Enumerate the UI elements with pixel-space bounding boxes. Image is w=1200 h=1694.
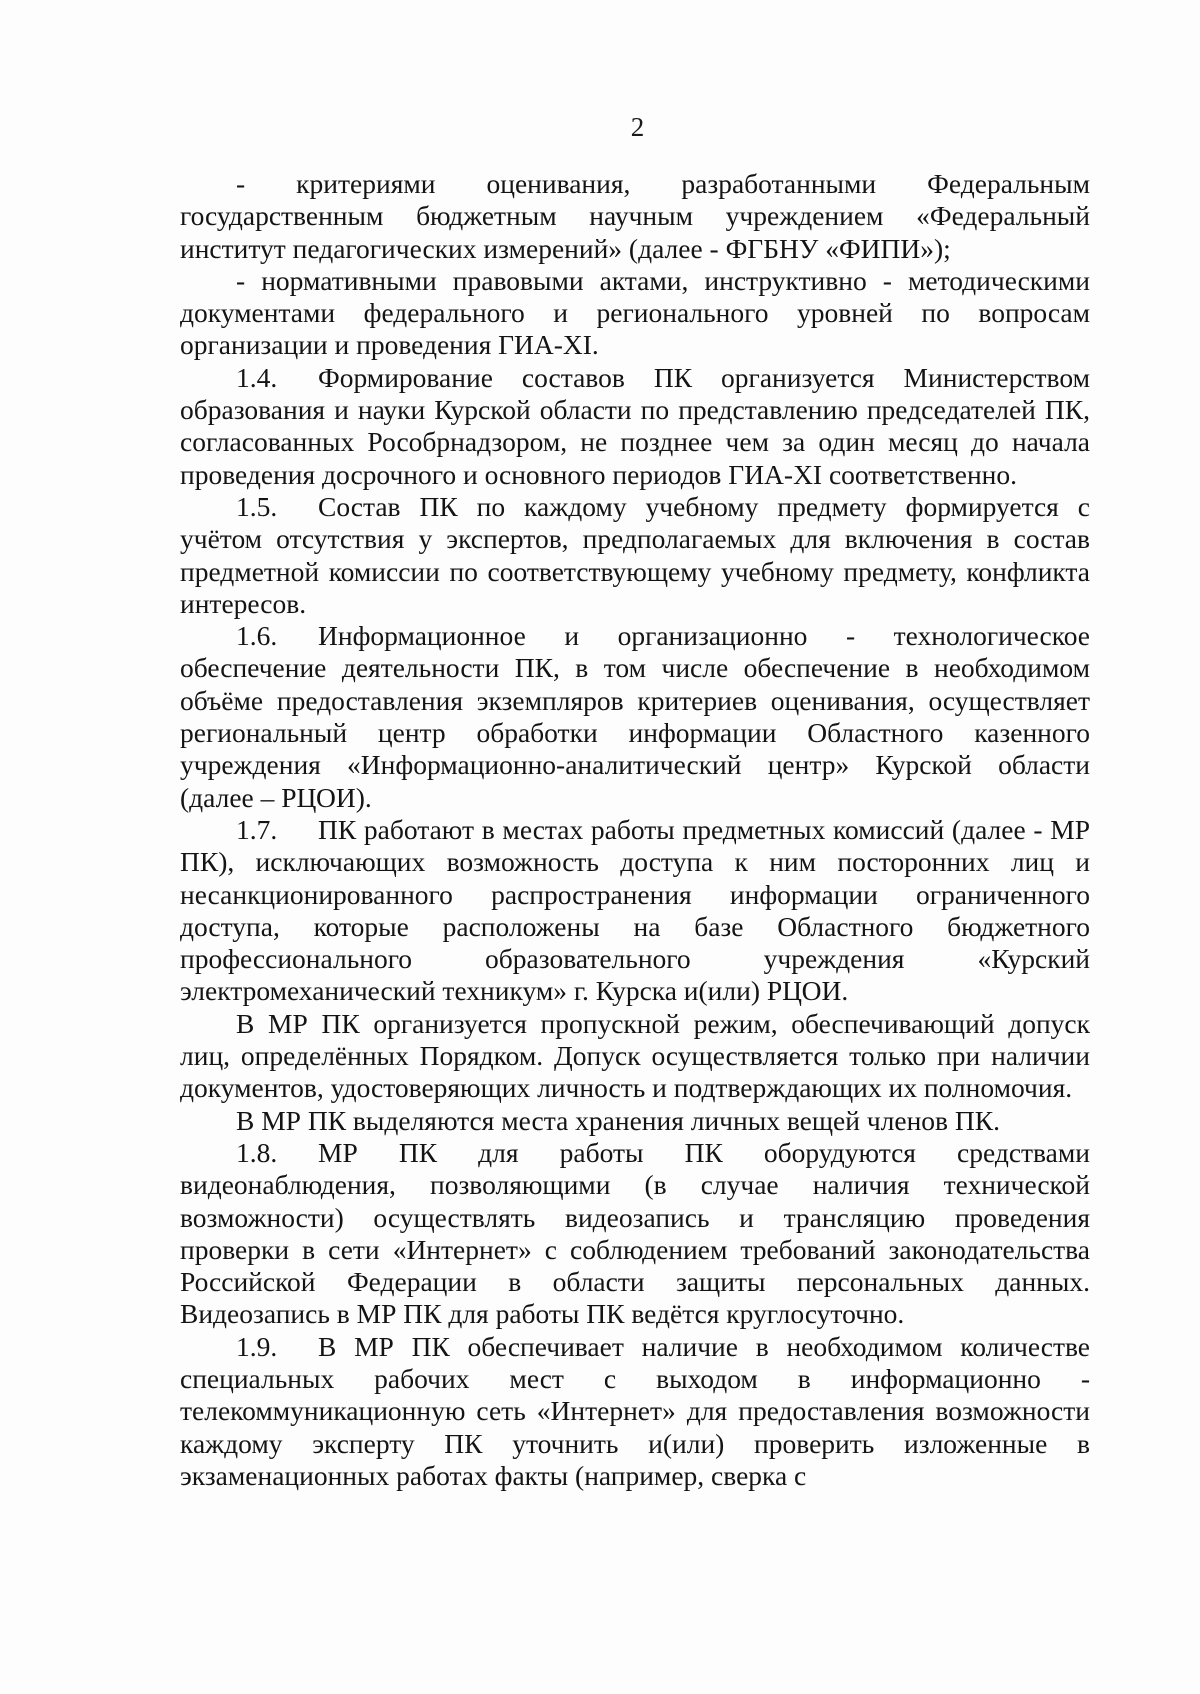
paragraph-1-8 [180,1137,1090,1331]
paragraph-1-7 [180,814,1090,1008]
paragraph-text: - нормативными правовыми актами, инструктивно - методическими документами федерального и регионального уровней по вопросам организации и проведения ГИА-XI. [180,264,1090,361]
paragraph-number: 1.4. [236,361,278,393]
paragraph-1-4 [180,362,1090,491]
paragraph-criteria [180,168,1090,265]
paragraph-1-9 [180,1331,1090,1492]
paragraph-normative-acts [180,265,1090,362]
paragraph-number: 1.8. [236,1136,278,1168]
paragraph-access-regime [180,1008,1090,1105]
paragraph-number: 1.5. [236,490,278,522]
paragraph-text: Состав ПК по каждому учебному предмету формируется с учётом отсутствия у экспертов, предполагаемых для включения в состав предметной комиссии по соответствующему учебному предмету, конфликта интересов. [180,490,1090,619]
paragraph-1-5 [180,491,1090,620]
paragraph-storage [180,1105,1090,1137]
paragraph-text: Информационное и организационно - технологическое обеспечение деятельности ПК, в том числе обеспечение в необходимом объёме предоставления экземпляров критериев оценивания, осуществляет региональный центр обработки информации Областного казенного учреждения «Информационно-аналитический центр» Курской области (далее – РЦОИ). [180,620,1090,813]
paragraph-number: 1.9. [236,1330,278,1362]
paragraph-text: В МР ПК обеспечивает наличие в необходимом количестве специальных рабочих мест с выходом в информационно - телекоммуникационную сеть «Интернет» для предоставления возможности каждому эксперту ПК уточнить и(или) проверить изложенные в экзаменационных работах факты (например, сверка с [180,1330,1090,1491]
paragraph-text: Формирование составов ПК организуется Министерством образования и науки Курской области по представлению председателей ПК, согласованных Рособрнадзором, не позднее чем за один месяц до начала проведения досрочного и основного периодов ГИА-XI соответственно. [180,361,1090,490]
page-number: 2 [630,112,645,142]
paragraph-text: ПК работают в местах работы предметных комиссий (далее - МР ПК), исключающих возможность доступа к ним посторонних лиц и несанкционированного распространения информации ограниченного доступа, которые расположены на базе Областного бюджетного профессионального образовательного учреждения «Курский электромеханический техникум» г. Курска и(или) РЦОИ. [180,813,1090,1007]
paragraph-number: 1.6. [236,620,278,652]
paragraph-text: МР ПК для работы ПК оборудуются средствами видеонаблюдения, позволяющими (в случае наличия технической возможности) осуществлять видеозапись и трансляцию проведения проверки в сети «Интернет» с соблюдением требований законодательства Российской Федерации в области защиты персональных данных. Видеозапись в МР ПК для работы ПК ведётся круглосуточно. [180,1136,1090,1330]
paragraph-text: В МР ПК выделяются места хранения личных вещей членов ПК. [236,1104,1000,1136]
paragraph-text: В МР ПК организуется пропускной режим, обеспечивающий допуск лиц, определённых Порядком. Допуск осуществляется только при наличии документов, удостоверяющих личность и подтверждающих их полномочия. [180,1007,1090,1104]
paragraph-number: 1.7. [236,813,278,845]
paragraph-1-6 [180,620,1090,814]
document-body [180,168,1090,1492]
paragraph-text: - критериями оценивания, разработанными Федеральным государственным бюджетным научным учреждением «Федеральный институт педагогических измерений» (далее - ФГБНУ «ФИПИ»); [180,168,1090,264]
